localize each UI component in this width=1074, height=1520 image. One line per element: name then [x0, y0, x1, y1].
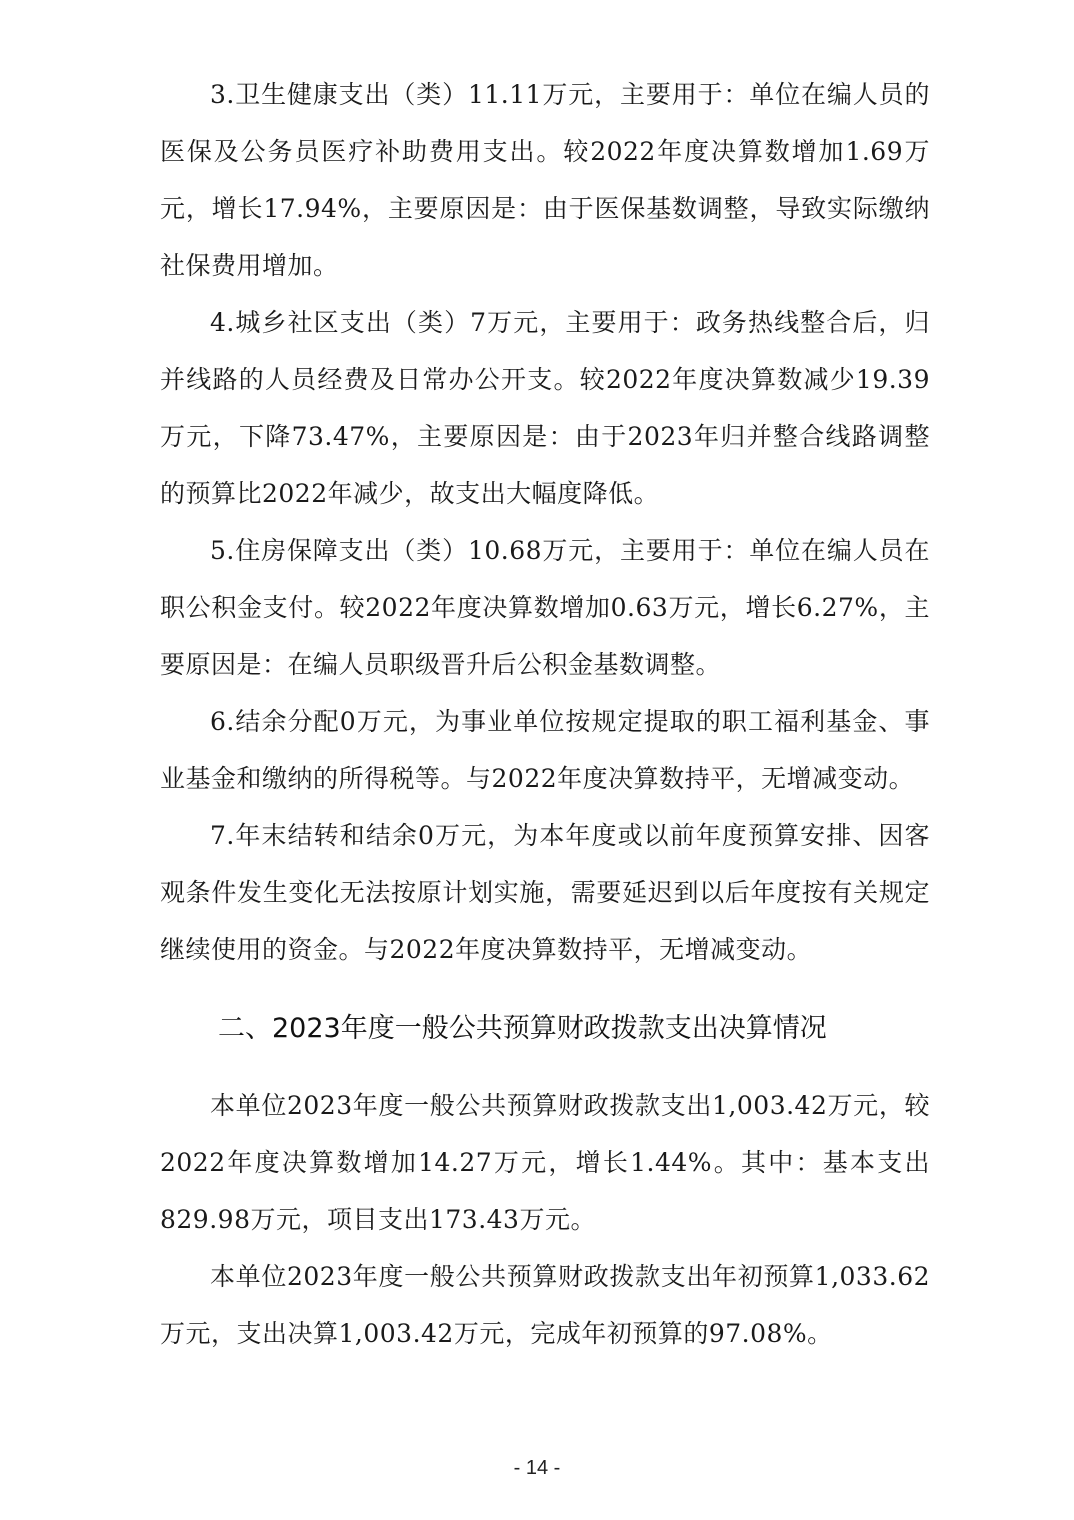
paragraph-surplus-distribution: 6.结余分配0万元，为事业单位按规定提取的职工福利基金、事业基金和缴纳的所得税等。与2022年度决算数持平，无增减变动。 — [160, 707, 930, 793]
paragraph-urban-rural-expenditure: 4.城乡社区支出（类）7万元，主要用于：政务热线整合后，归并线路的人员经费及日常办公开支。较2022年度决算数减少19.39万元，下降73.47%，主要原因是：由于2023年归并整合线路调整的预算比2022年减少，故支出大幅度降低。 — [160, 308, 930, 508]
paragraph-housing-expenditure: 5.住房保障支出（类）10.68万元，主要用于：单位在编人员在职公积金支付。较2022年度决算数增加0.63万元，增长6.27%，主要原因是：在编人员职级晋升后公积金基数调整。 — [160, 536, 930, 679]
paragraph-total-expenditure: 本单位2023年度一般公共预算财政拨款支出1,003.42万元，较2022年度决算数增加14.27万元，增长1.44%。其中：基本支出829.98万元，项目支出173.43万元。 — [160, 1091, 930, 1234]
page-content — [160, 66, 930, 1362]
paragraph-year-end-carryover: 7.年末结转和结余0万元，为本年度或以前年度预算安排、因客观条件发生变化无法按原计划实施，需要延迟到以后年度按有关规定继续使用的资金。与2022年度决算数持平，无增减变动。 — [160, 821, 930, 964]
paragraph-budget-completion: 本单位2023年度一般公共预算财政拨款支出年初预算1,033.62万元，支出决算1,003.42万元，完成年初预算的97.08%。 — [160, 1262, 930, 1348]
section-heading: 二、2023年度一般公共预算财政拨款支出决算情况 — [218, 1013, 827, 1044]
page-number: - 14 - — [513, 1457, 561, 1479]
paragraph-health-expenditure: 3.卫生健康支出（类）11.11万元，主要用于：单位在编人员的医保及公务员医疗补助费用支出。较2022年度决算数增加1.69万元，增长17.94%，主要原因是：由于医保基数调整，导致实际缴纳社保费用增加。 — [160, 80, 930, 280]
